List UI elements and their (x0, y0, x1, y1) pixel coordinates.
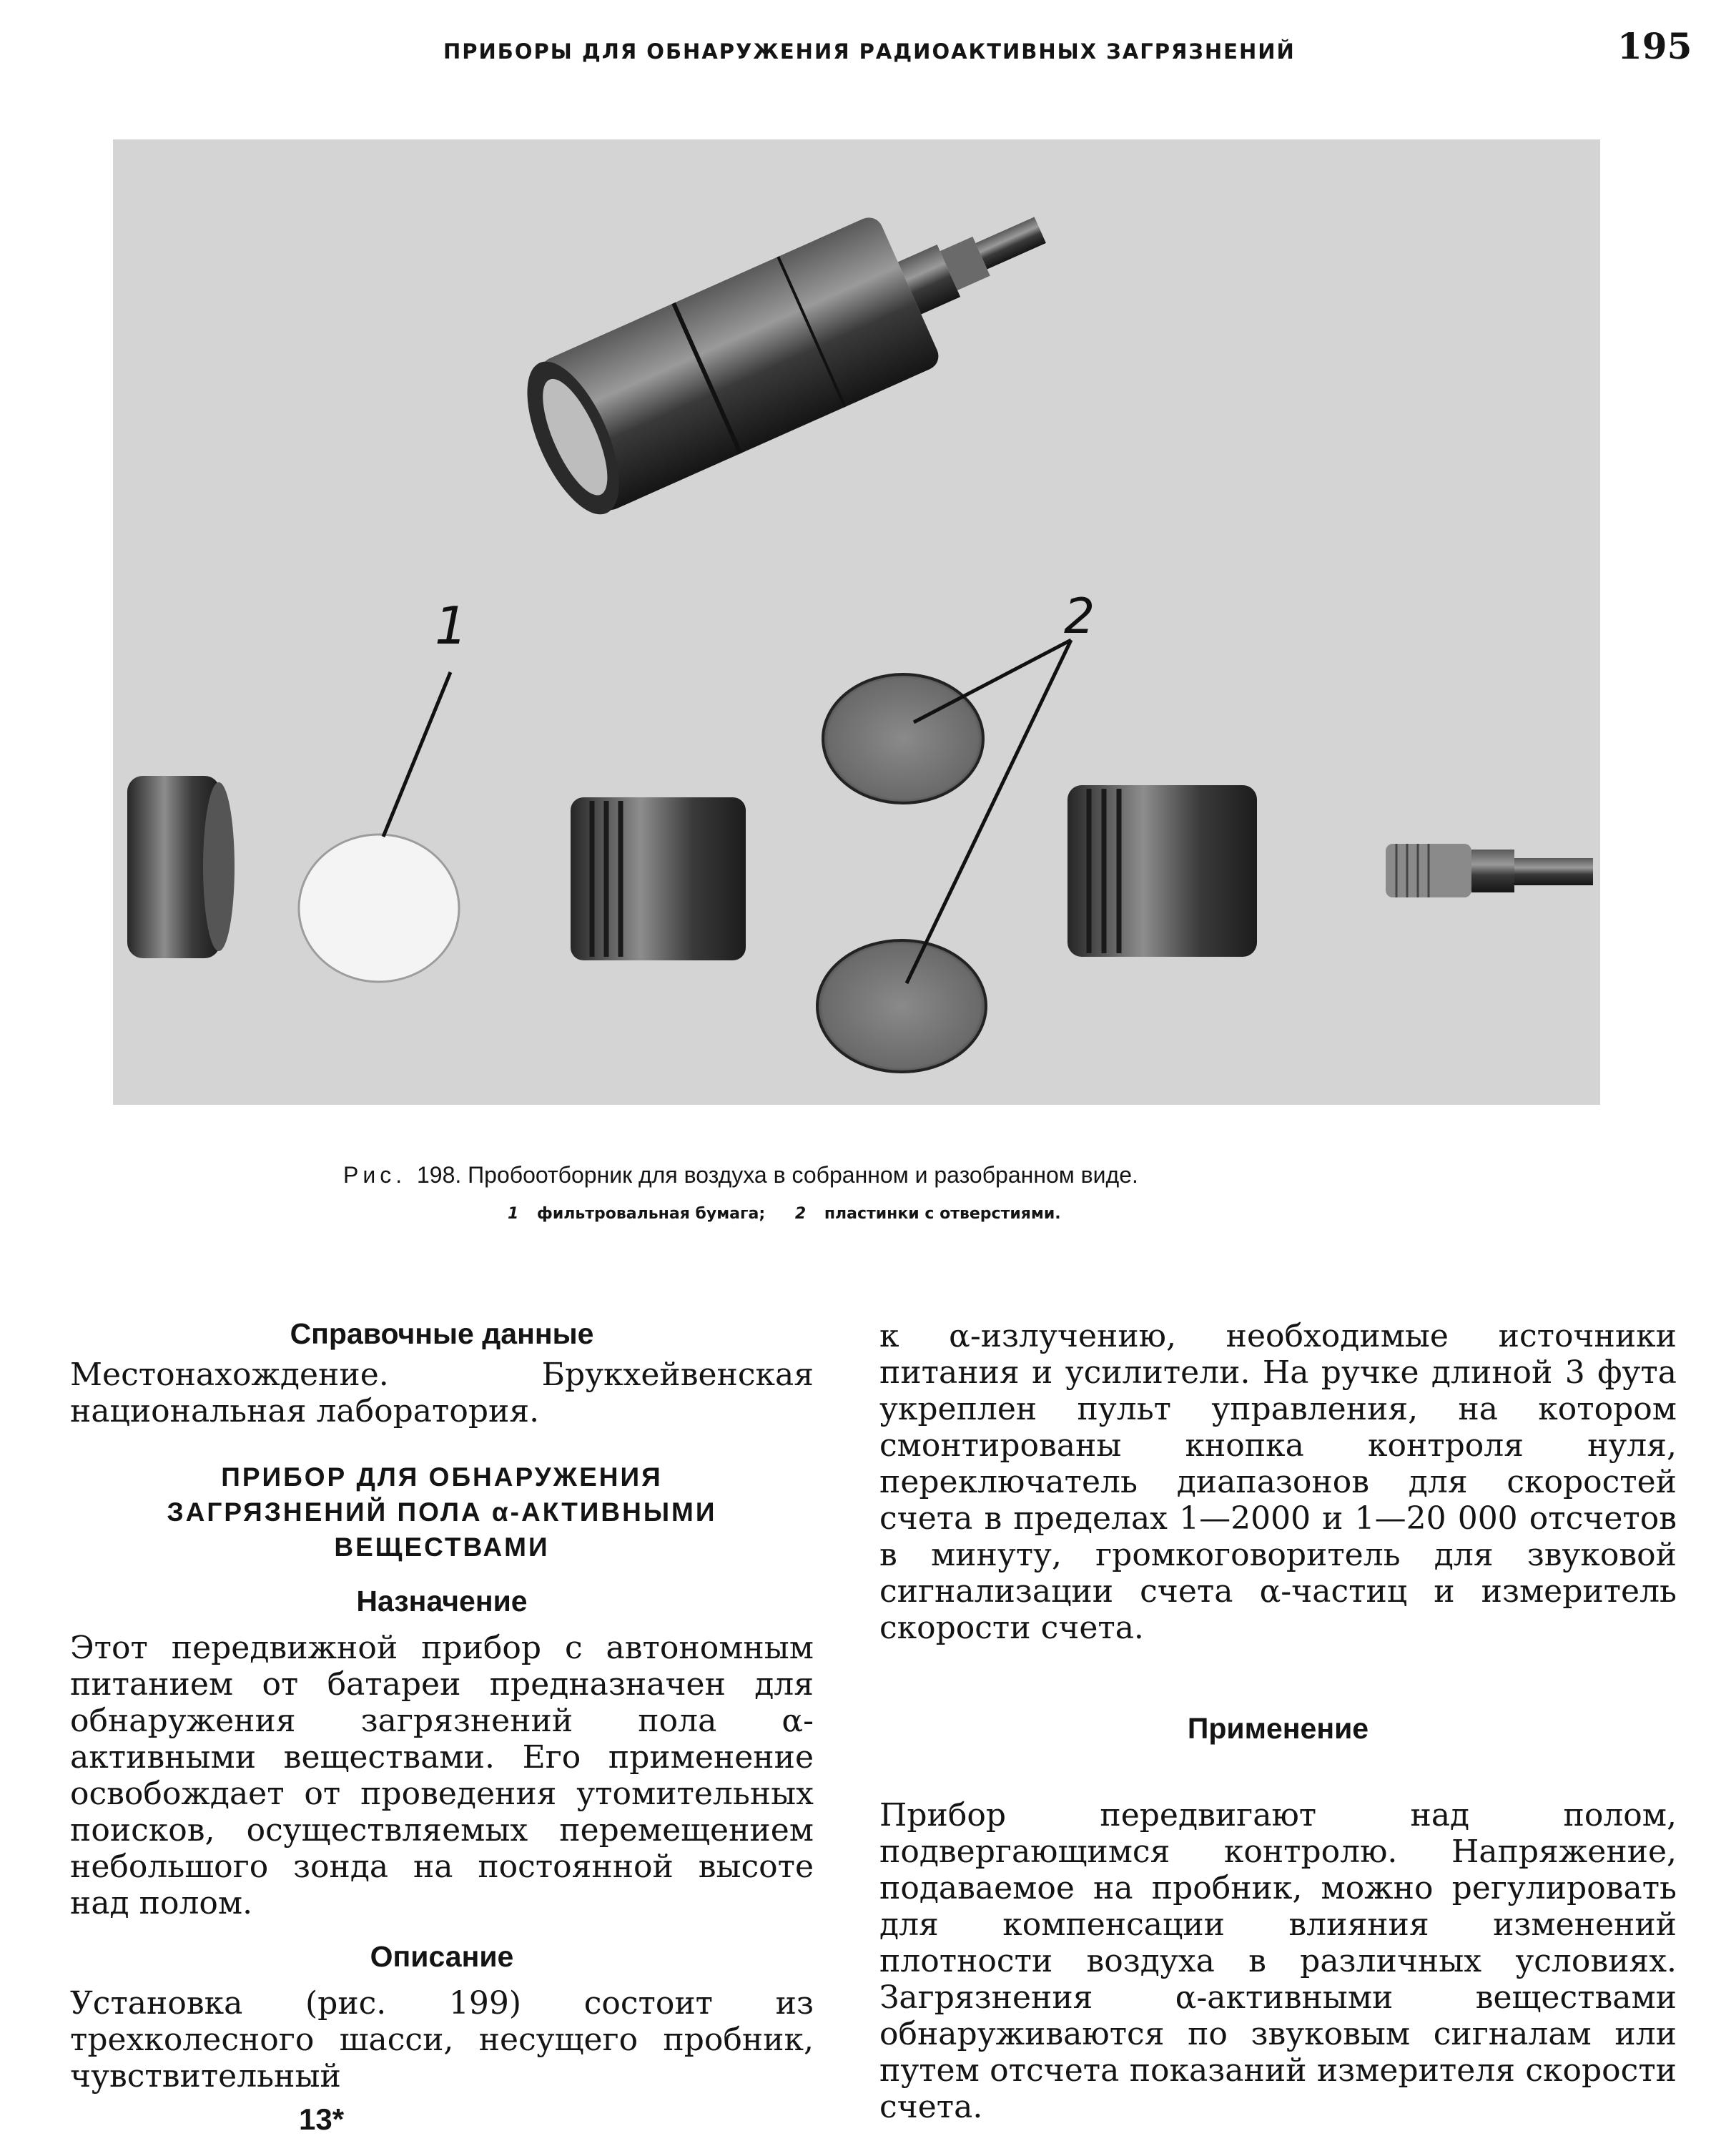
running-header: ПРИБОРЫ ДЛЯ ОБНАРУЖЕНИЯ РАДИОАКТИВНЫХ ЗАГРЯЗНЕНИЙ (443, 39, 1296, 64)
continued-text: к α-излучению, необходимые источники питания и усилители. На ручке длиной 3 фута укреплен пульт управления, на котором смонтированы кнопка контроля нуля, переключатель диапазонов для скоростей счета в пределах 1—2000 и 1—20 000 отсчетов в минуту, громкоговоритель для звуковой сигнализации счета α-частиц и измеритель скорости счета. (879, 1318, 1677, 1646)
air-sampler-photo (113, 139, 1600, 1105)
page-number: 195 (1617, 25, 1692, 67)
description-heading: Описание (370, 1940, 514, 1973)
figure-legend (508, 1205, 1366, 1223)
application-text: Прибор передвигают над полом, подвергающимся контролю. Напряжение, подаваемое на пробник, можно регулировать для компенсации влияния изменений плотности воздуха в различных условиях. Загрязнения α-активными веществами обнаруживаются по звуковым сигналам или путем отсчета показаний измерителя скорости счета. (879, 1797, 1677, 2125)
legend-text-2: пластинки с отверстиями. (824, 1205, 1061, 1223)
device-title-line-1: ПРИБОР ДЛЯ ОБНАРУЖЕНИЯ (221, 1462, 663, 1492)
threaded-sleeve-2 (1067, 785, 1257, 957)
purpose-heading: Назначение (356, 1585, 528, 1618)
figure-label-1: 1 (435, 596, 468, 656)
device-title-line-3: ВЕЩЕСТВАМИ (334, 1532, 550, 1562)
legend-text-1: фильтровальная бумага; (536, 1205, 766, 1223)
figure-caption (343, 1162, 1416, 1188)
cap-ring (127, 776, 235, 958)
threaded-sleeve-1 (571, 797, 746, 960)
legend-number-1: 1 (508, 1205, 519, 1223)
device-title-line-2: ЗАГРЯЗНЕНИЙ ПОЛА α-АКТИВНЫМИ (167, 1497, 717, 1527)
caption-text: 198. Пробоотборник для воздуха в собранном и разобранном виде. (417, 1162, 1138, 1188)
figure-label-2: 2 (1064, 589, 1095, 645)
signature-mark: 13* (299, 2102, 345, 2136)
left-column (70, 1316, 814, 2095)
perforated-plate-bottom (817, 940, 986, 1072)
purpose-text: Этот передвижной прибор с автономным питанием от батареи предназначен для обнаружения загрязнений пола α-активными веществами. Его применение освобождает от проведения утомительных поисков, осуществляемых перемещением небольшого зонда на постоянной высоте над полом. (70, 1630, 814, 1921)
perforated-plate-top (823, 674, 983, 803)
filter-paper-disc (299, 835, 459, 982)
reference-text: Местонахождение. Брукхейвенская национальная лаборатория. (70, 1357, 814, 1429)
description-text: Установка (рис. 199) состоит из трехколесного шасси, несущего пробник, чувствительный (70, 1985, 814, 2095)
reference-heading: Справочные данные (290, 1317, 594, 1350)
application-heading: Применение (1187, 1712, 1369, 1745)
right-column (879, 1318, 1677, 2125)
caption-prefix: Рис. (343, 1162, 407, 1188)
figure-photo (113, 139, 1600, 1105)
legend-number-2: 2 (794, 1205, 807, 1223)
